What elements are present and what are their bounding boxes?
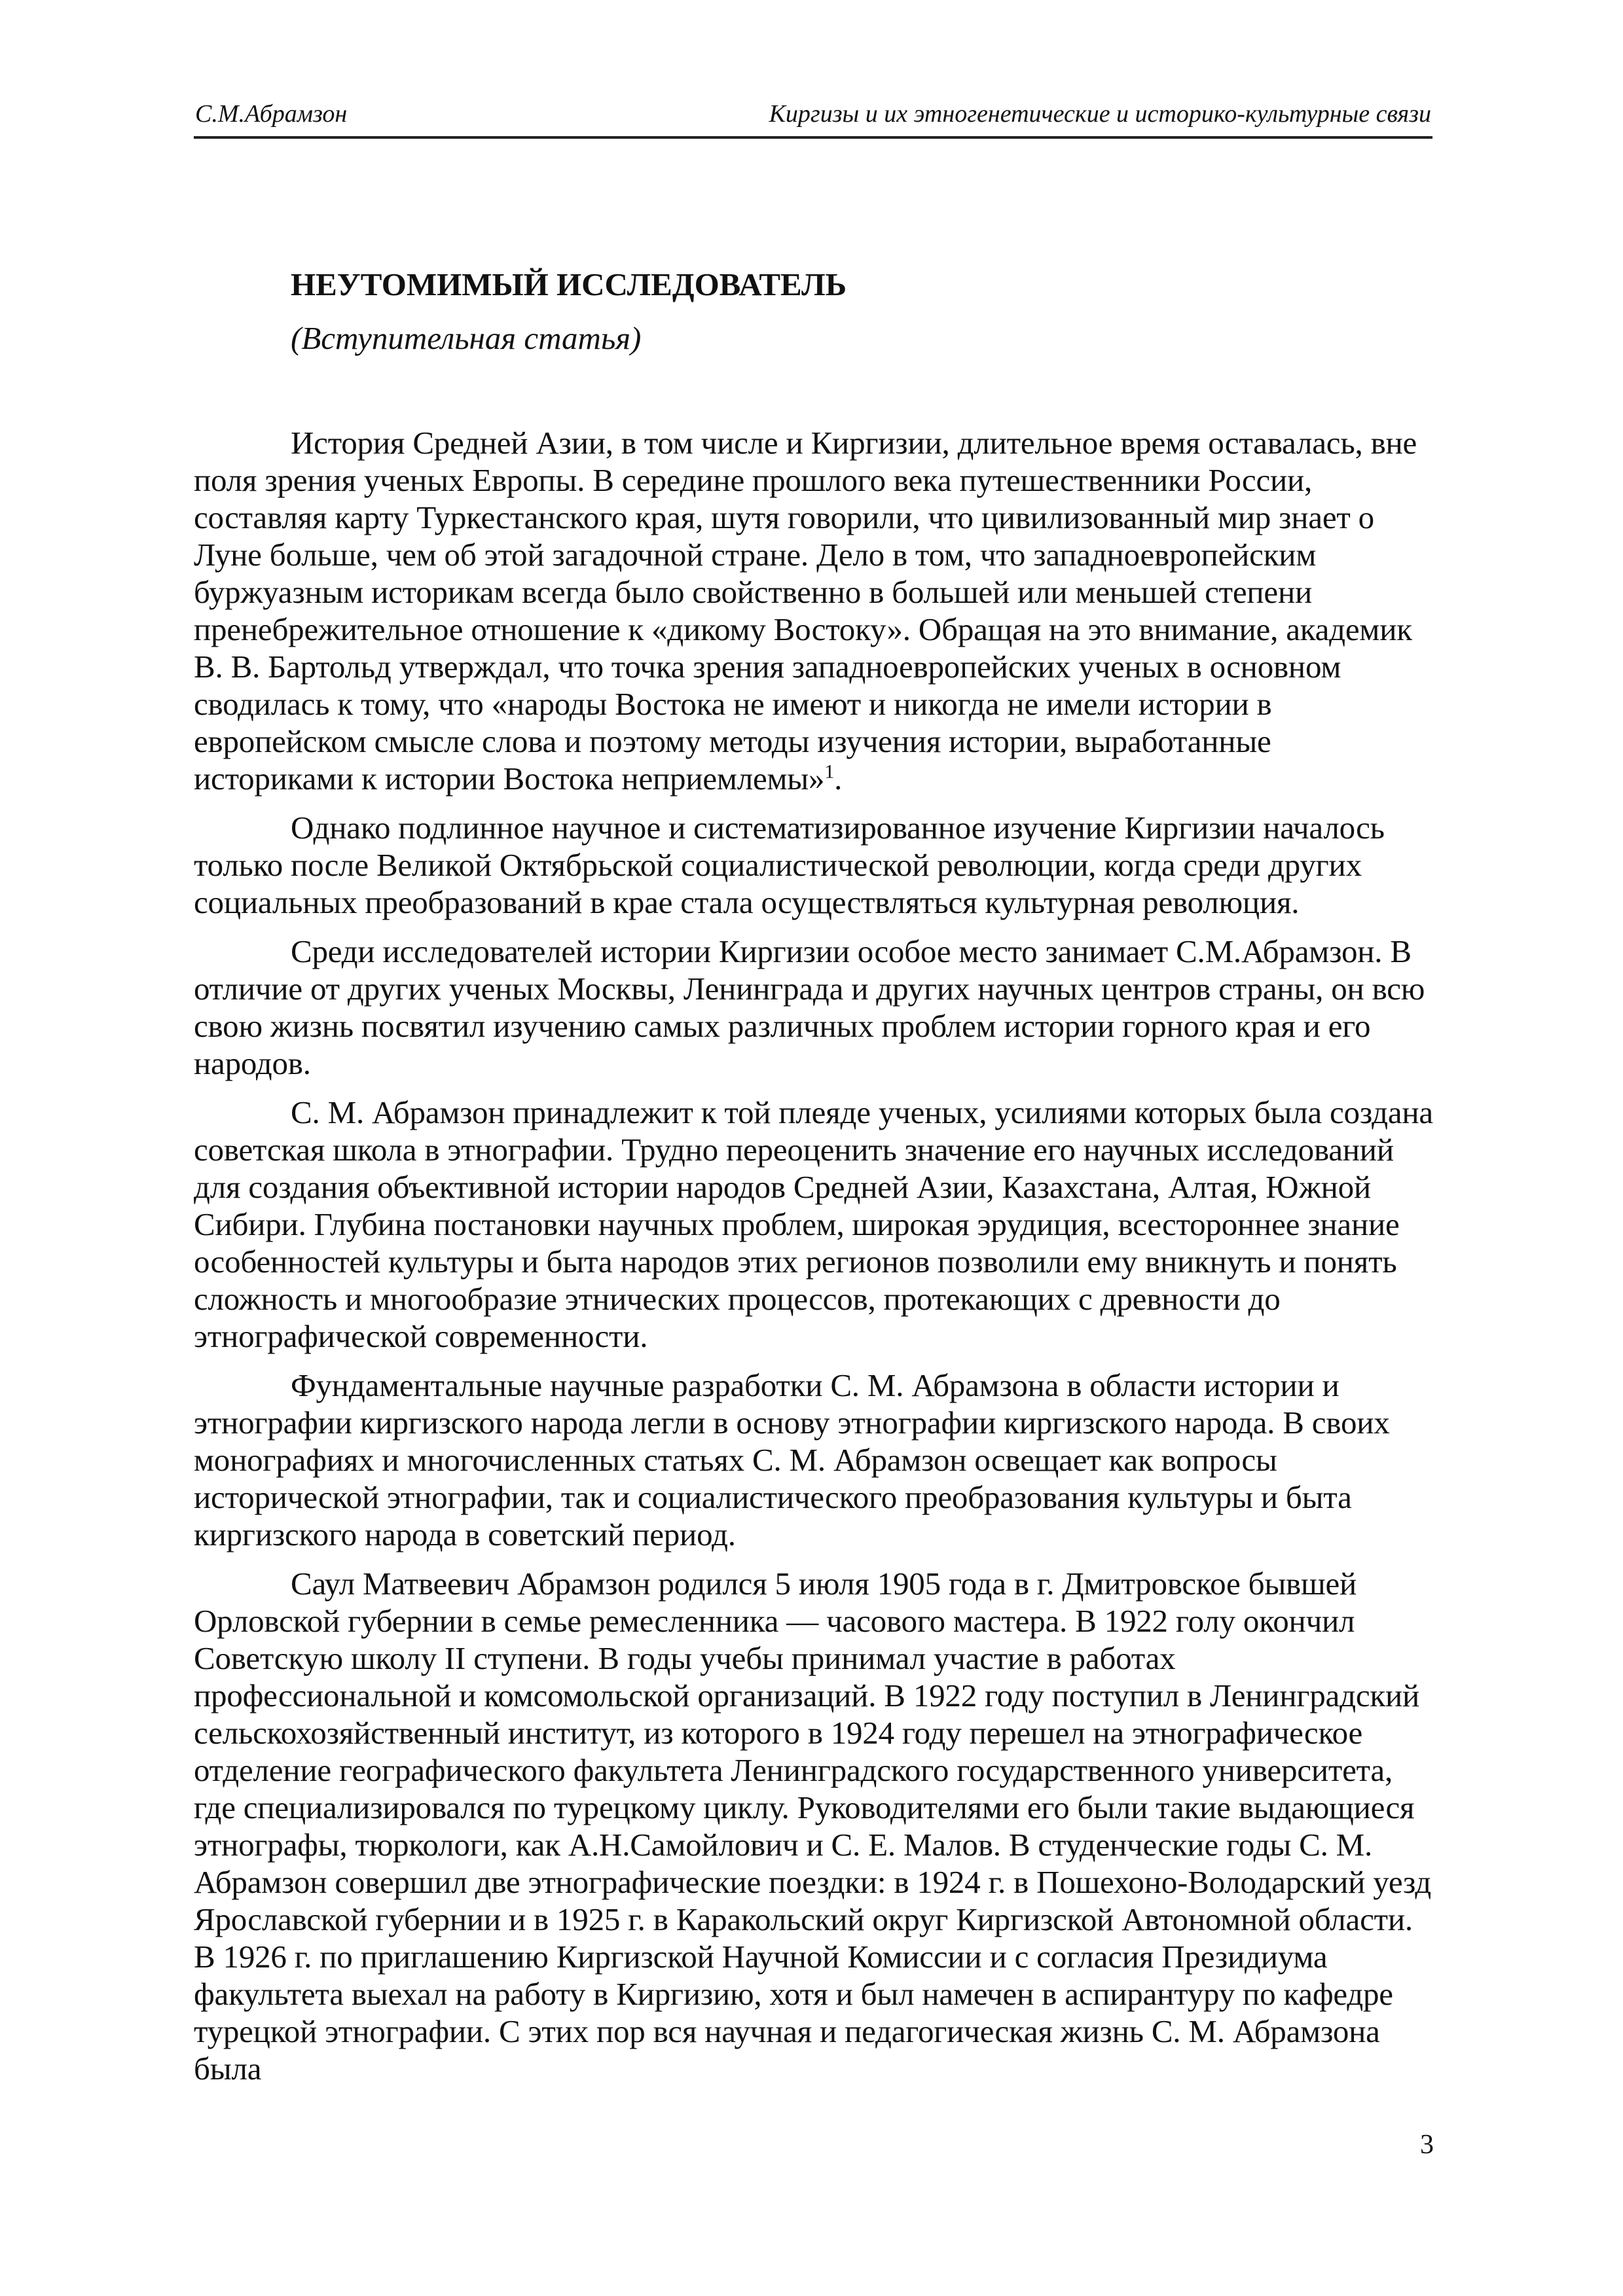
paragraph-2: Однако подлинное научное и систематизированное изучение Киргизии началось только после Великой Октябрьской социалистической революции, когда среди других социальных преобразований в крае стала осуществляться культурная революция. bbox=[194, 810, 1385, 920]
footnote-reference[interactable]: 1 bbox=[824, 761, 835, 783]
header-author: С.М.Абрамзон bbox=[195, 100, 348, 128]
paragraph-3: Среди исследователей истории Киргизии особое место занимает С.М.Абрамзон. В отличие от других ученых Москвы, Ленинграда и других научных центров страны, он всю свою жизнь посвятил изучению самых различных проблем истории горного края и его народов. bbox=[194, 933, 1425, 1081]
paragraph-1 bbox=[194, 424, 1438, 797]
article-title: НЕУТОМИМЫЙ ИССЛЕДОВАТЕЛЬ bbox=[291, 266, 847, 302]
paragraph-4: С. М. Абрамзон принадлежит к той плеяде ученых, усилиями которых была создана советская школа в этнографии. Трудно переоценить значение его научных исследований для создания объективной истории народов Средней Азии, Казахстана, Алтая, Южной Сибири. Глубина постановки научных проблем, широкая эрудиция, всестороннее знание особенностей культуры и быта народов этих регионов позволили ему вникнуть и понять сложность и многообразие этнических процессов, протекающих с древности до этнографической современности. bbox=[194, 1094, 1433, 1354]
page-number: 3 bbox=[1420, 2130, 1434, 2160]
running-header bbox=[194, 97, 1432, 139]
header-book-title: Киргизы и их этногенетические и историко-культурные связи bbox=[769, 100, 1431, 128]
article-body bbox=[194, 424, 1438, 2099]
paragraph-1-period: . bbox=[834, 761, 843, 797]
paragraph-6: Саул Матвеевич Абрамзон родился 5 июля 1905 года в г. Дмитровское бывшей Орловской губернии в семье ремесленника — часового мастера. В 1922 голу окончил Советскую школу II ступени. В годы учебы принимал участие в работах профессиональной и комсомольской организаций. В 1922 году поступил в Ленинградский сельскохозяйственный институт, из которого в 1924 году перешел на этнографическое отделение географического факультета Ленинградского государственного университета, где специализировался по турецкому циклу. Руководителями его были такие выдающиеся этнографы, тюркологи, как А.Н.Самойлович и С. Е. Малов. В студенческие годы С. М. Абрамзон совершил две этнографические поездки: в 1924 г. в Пошехоно-Володарский уезд Ярославской губернии и в 1925 г. в Каракольский округ Киргизской Автономной области. В 1926 г. по приглашению Киргизской Научной Комиссии и с согласия Президиума факультета выехал на работу в Киргизию, хотя и был намечен в аспирантуру по кафедре турецкой этнографии. С этих пор вся научная и педагогическая жизнь С. М. Абрамзона была bbox=[194, 1566, 1432, 2087]
article-subtitle: (Вступительная статья) bbox=[291, 320, 642, 356]
paragraph-1-text: История Средней Азии, в том числе и Киргизии, длительное время оставалась, вне поля зрения ученых Европы. В середине прошлого века путешественники России, составляя карту Туркестанского края, шутя говорили, что цивилизованный мир знает о Луне больше, чем об этой загадочной стране. Дело в том, что западноевропейским буржуазным историкам всегда было свойственно в большей или меньшей степени пренебрежительное отношение к «дикому Востоку». Обращая на это внимание, академик В. В. Бартольд утверждал, что точка зрения западноевропейских ученых в основном сводилась к тому, что «народы Востока не имеют и никогда не имели истории в европейском смысле слова и поэтому методы изучения истории, выработанные историками к истории Востока неприемлемы» bbox=[194, 425, 1417, 797]
paragraph-5: Фундаментальные научные разработки С. М. Абрамзона в области истории и этнографии киргизского народа легли в основу этнографии киргизского народа. В своих монографиях и многочисленных статьях С. М. Абрамзон освещает как вопросы исторической этнографии, так и социалистического преобразования культуры и быта киргизского народа в советский период. bbox=[194, 1367, 1390, 1552]
